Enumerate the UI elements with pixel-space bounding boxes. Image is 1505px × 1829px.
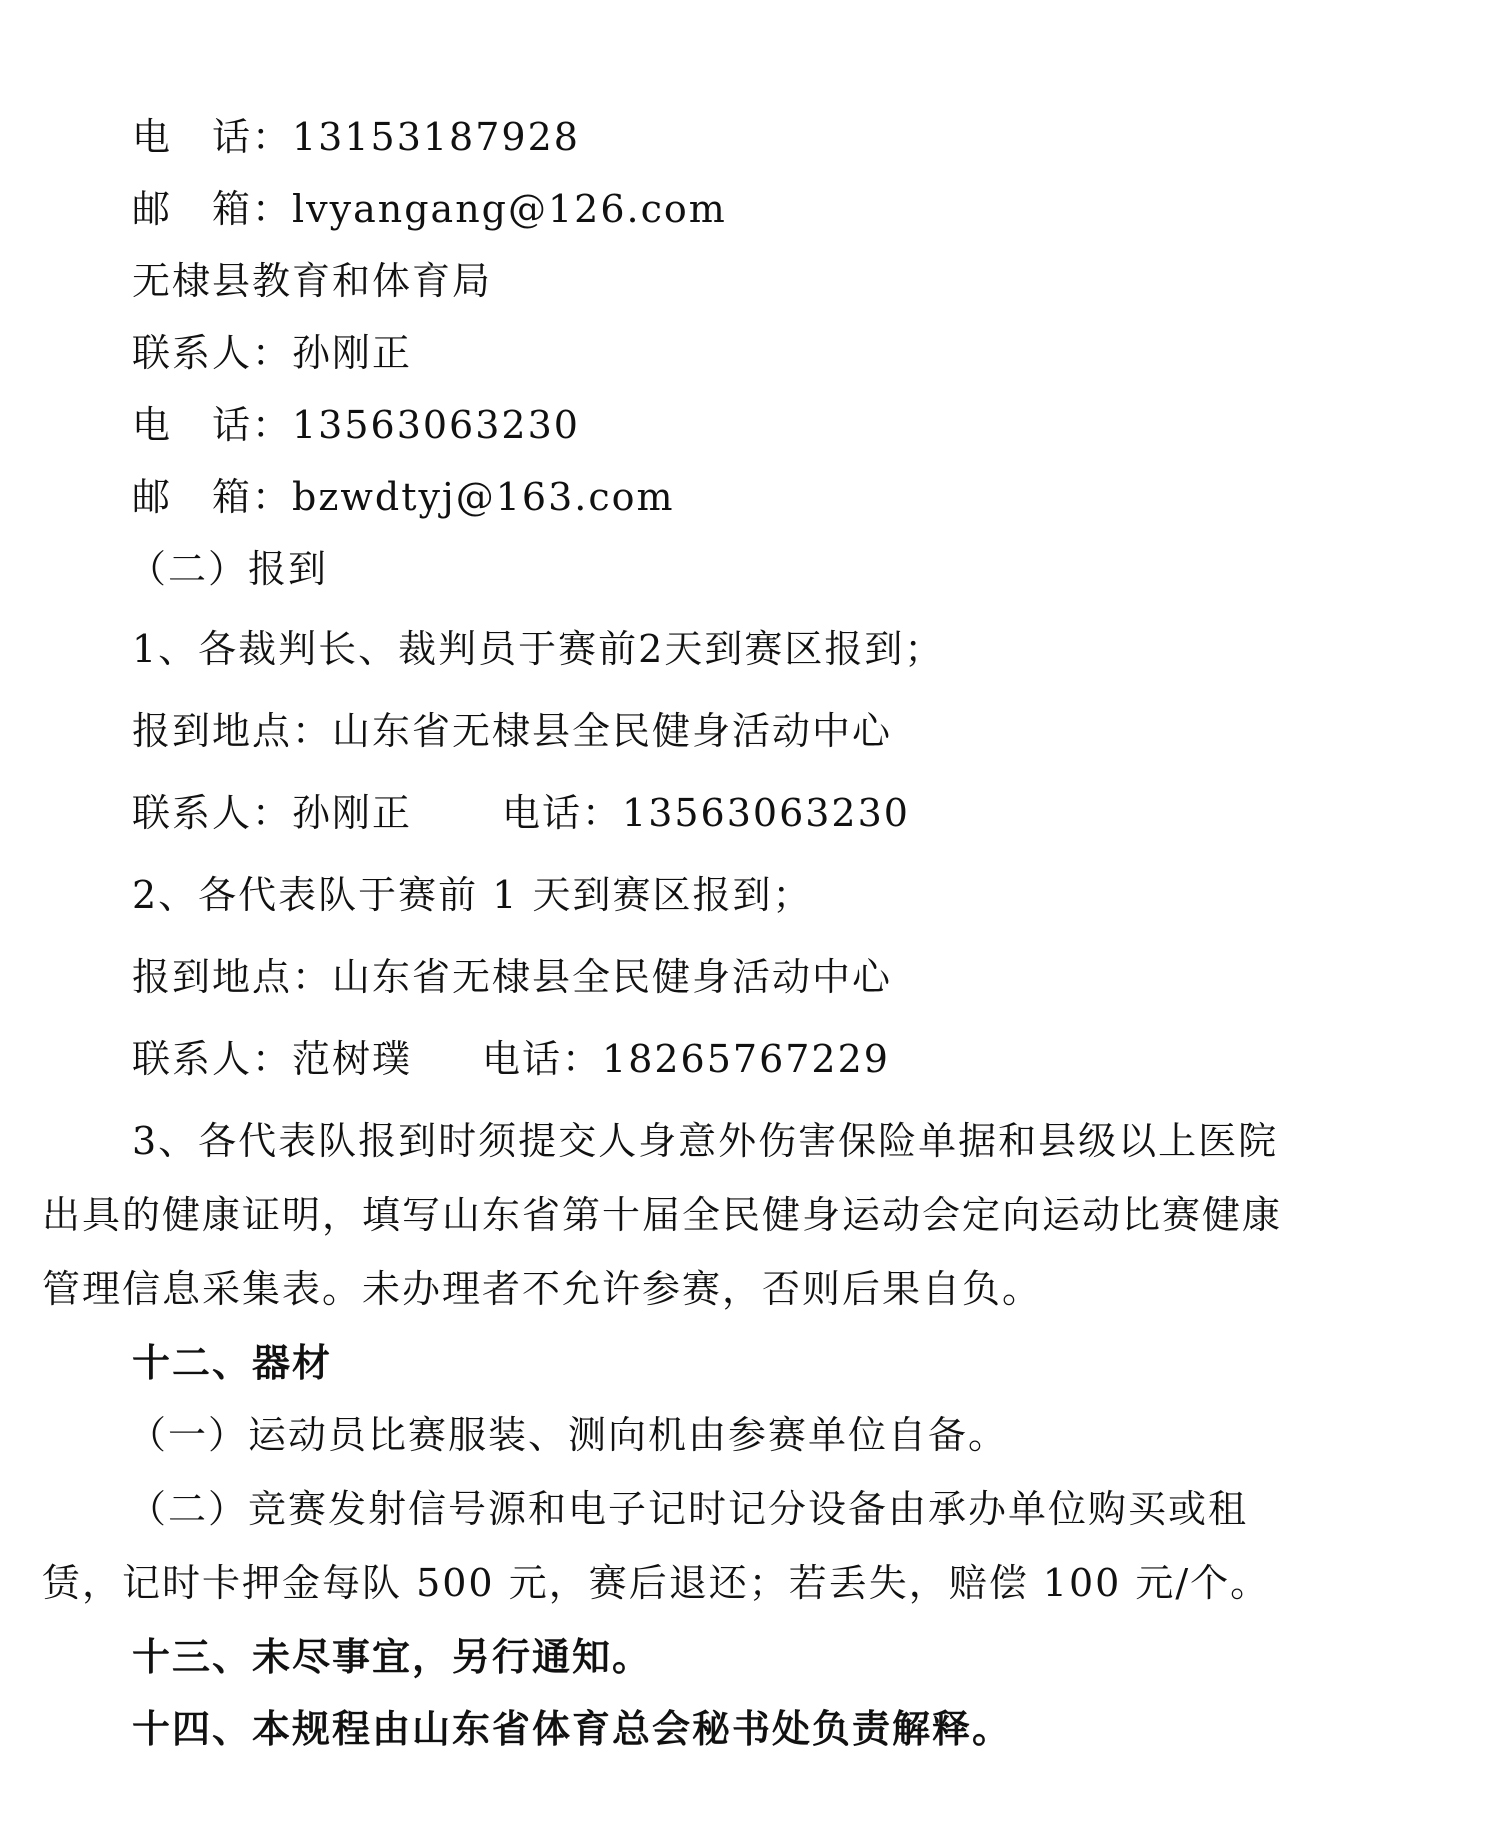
- section-14-heading: 十四、本规程由山东省体育总会秘书处负责解释。: [132, 1707, 1013, 1751]
- section-registration: （二）报到: [128, 547, 329, 591]
- registration-location-1: 报到地点：山东省无棣县全民健身活动中心: [132, 709, 893, 753]
- contact-line-1: 联系人：孙刚正: [132, 331, 413, 375]
- phone-line-2: 电 话：13563063230: [132, 403, 580, 447]
- registration-contact-2: [132, 1034, 890, 1084]
- equipment-item-1: （一）运动员比赛服装、测向机由参赛单位自备。: [128, 1413, 1009, 1457]
- section-13-heading: 十三、未尽事宜，另行通知。: [132, 1635, 653, 1679]
- contact-name-2: 联系人：范树璞: [132, 1037, 413, 1081]
- phone-line-1: 电 话：13153187928: [132, 115, 580, 159]
- contact-phone-2: 电话：18265767229: [482, 1037, 890, 1081]
- section-equipment-heading: 十二、器材: [132, 1341, 333, 1385]
- email-line-2: 邮 箱：bzwdtyj@163.com: [132, 475, 675, 519]
- equipment-item-2: （二）竞赛发射信号源和电子记时记分设备由承办单位购买或租: [128, 1487, 1249, 1531]
- registration-item-3-cont-2: 管理信息采集表。未办理者不允许参赛，否则后果自负。: [42, 1267, 1043, 1311]
- contact-name-1: 联系人：孙刚正: [132, 791, 413, 835]
- equipment-item-2-cont: 赁，记时卡押金每队 500 元，赛后退还；若丢失，赔偿 100 元/个。: [42, 1561, 1271, 1605]
- registration-item-2: 2、各代表队于赛前 1 天到赛区报到；: [132, 873, 813, 917]
- registration-item-1: 1、各裁判长、裁判员于赛前2天到赛区报到；: [132, 627, 945, 671]
- registration-contact-1: [132, 788, 910, 838]
- registration-location-2: 报到地点：山东省无棣县全民健身活动中心: [132, 955, 893, 999]
- registration-item-3-cont-1: 出具的健康证明，填写山东省第十届全民健身运动会定向运动比赛健康: [42, 1193, 1283, 1237]
- org-name: 无棣县教育和体育局: [132, 259, 493, 303]
- registration-item-3: 3、各代表队报到时须提交人身意外伤害保险单据和县级以上医院: [132, 1119, 1279, 1163]
- contact-phone-1: 电话：13563063230: [502, 791, 910, 835]
- email-line-1: 邮 箱：lvyangang@126.com: [132, 187, 727, 231]
